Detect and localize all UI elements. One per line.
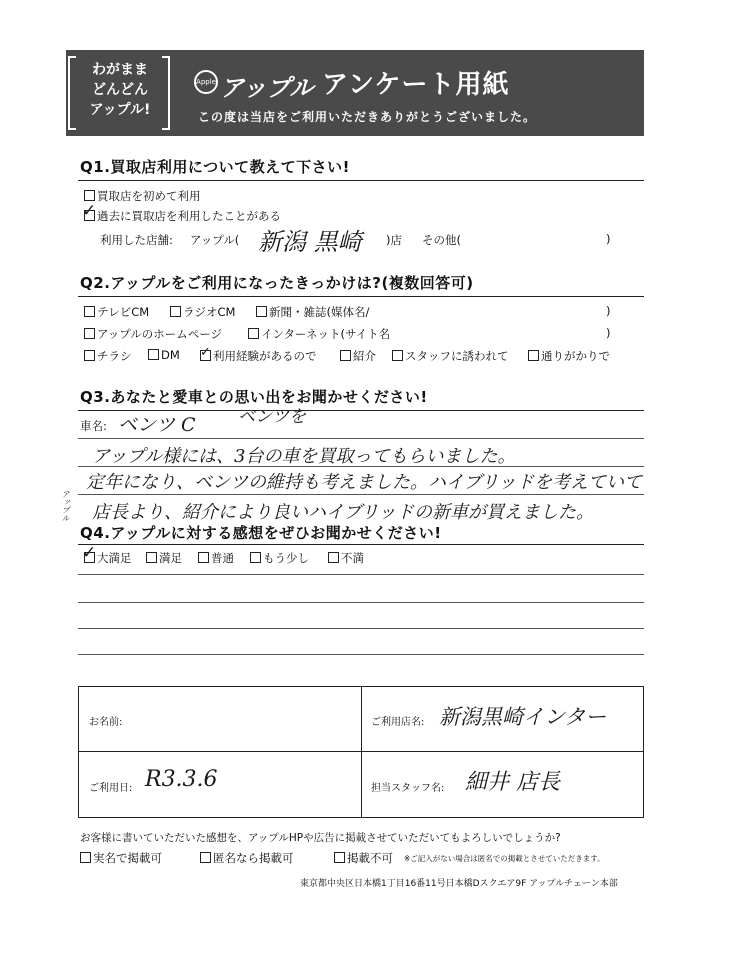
option-label: 利用経験があるので [213,349,317,363]
consent-option-anonymous[interactable] [200,850,294,866]
q2-option-radio[interactable] [170,304,235,320]
option-label: チラシ [97,349,132,363]
slogan [76,60,164,120]
q3-title: Q3.あなたと愛車との思い出をお聞かせください! [80,388,428,406]
q2-option-passing[interactable] [528,348,610,364]
checkbox[interactable] [148,349,159,360]
brand-logo: アップル [220,73,314,102]
page-title: アンケート用紙 [322,70,510,100]
contact-box [78,686,644,818]
q2-option-tv[interactable] [84,304,149,320]
staff-label: 担当スタッフ名: [371,783,445,794]
q4-line [78,602,644,603]
q2-net-close: ) [606,326,611,340]
checkbox[interactable] [334,852,345,863]
q3-answer-line-2[interactable]: 定年になり、ベンツの維持も考えました。ハイブリッドを考えていて [86,472,643,493]
q2-rule [78,296,644,297]
checkbox[interactable] [170,306,181,317]
store-label: ご利用店名: [371,717,425,728]
option-label: テレビCM [97,305,150,319]
q3-answer-line-3[interactable]: 店長より、紹介により良いハイブリッドの新車が買えました。 [92,502,595,523]
q4-option-normal[interactable] [198,550,234,566]
consent-question: お客様に書いていただいた感想を、アップルHPや広告に掲載させていただいてもよろしいでしょうか? [80,832,561,844]
option-label: 買取店を初めて利用 [97,189,201,203]
checkbox[interactable] [200,852,211,863]
q2-option-experience[interactable] [200,345,317,364]
option-label: インターネット(サイト名 [261,327,391,341]
date-label: ご利用日: [89,783,133,794]
q1-title: Q1.買取店利用について教えて下さい! [80,158,350,176]
option-label: 実名で掲載可 [93,851,162,865]
option-label: DM [161,348,180,362]
q4-line [78,574,644,575]
option-label: 不満 [341,551,364,565]
q4-line [78,628,644,629]
store-name-handwritten[interactable]: 新潟黒崎インター [439,705,607,729]
checkbox[interactable] [84,350,95,361]
q1-other-close: ) [606,232,611,246]
q4-option-satisfied[interactable] [146,550,182,566]
q1-other: その他( [422,233,461,247]
consent-note: ※ご記入がない場合は匿名での掲載とさせていただきます。 [404,854,605,863]
header-banner [66,50,644,136]
consent-option-real-name[interactable] [80,850,162,866]
q4-line [78,654,644,655]
q4-option-dissatisfied[interactable] [328,550,364,566]
checkbox[interactable] [250,552,261,563]
option-label: 満足 [159,551,182,565]
apple-logo-icon: Apple [194,70,218,94]
q2-option-intro[interactable] [340,348,376,364]
slogan-line: アップル! [89,102,151,118]
check-mark-icon: ✓ [82,543,97,563]
option-label: アップルのホームページ [97,327,223,341]
checkbox[interactable] [248,328,259,339]
q3-line [78,494,644,495]
option-label: もう少し [263,551,309,565]
q3-car-handwritten[interactable]: ベンツ C [118,414,196,436]
contact-divider-vertical [361,687,362,817]
checkbox[interactable] [84,328,95,339]
q1-rule [78,180,644,181]
option-label: 紹介 [353,349,376,363]
q2-option-homepage[interactable] [84,326,222,342]
option-label: スタッフに誘われて [405,349,509,363]
q1-store-suffix: )店 [386,233,402,247]
option-label: ラジオCM [183,305,236,319]
option-label: 過去に買取店を利用したことがある [97,209,281,223]
contact-divider-horizontal [79,751,643,752]
checkbox[interactable] [198,552,209,563]
slogan-bracket-right [162,56,170,130]
q2-news-close: ) [606,304,611,318]
name-label: お名前: [89,717,123,728]
staff-name-handwritten[interactable]: 細井 店長 [465,770,560,795]
option-label: 通りがかりで [541,349,610,363]
checkbox[interactable] [80,852,91,863]
q3-car-label: 車名: [80,419,107,433]
checkbox[interactable] [328,552,339,563]
option-label: 普通 [211,551,234,565]
q4-option-more[interactable] [250,550,309,566]
slogan-line: わがまま [92,62,148,78]
option-label: 新聞・雑誌(媒体名/ [269,305,370,319]
q4-option-very-satisfied[interactable] [82,543,132,566]
q3-answer-line-1[interactable]: アップル様には、3台の車を買取ってもらいました。 [92,446,516,467]
q3-car-insert: ベンツを [238,407,306,427]
q1-store-handwritten[interactable]: 新潟 黒崎 [258,228,362,256]
q4-rule [78,544,644,545]
checkbox[interactable] [392,350,403,361]
footer-address: 東京都中央区日本橋1丁目16番11号日本橋Dスクエア9F アップルチェーン本部 [300,879,618,889]
slogan-bracket-left [68,56,76,130]
q2-option-internet[interactable] [248,326,390,342]
q2-option-staff[interactable] [392,348,509,364]
checkbox-checked[interactable] [82,201,97,221]
slogan-line: どんどん [92,82,148,98]
q2-title: Q2.アップルをご利用になったきっかけは?(複数回答可) [80,274,474,292]
consent-option-not-allowed[interactable] [334,850,393,866]
checkbox[interactable] [84,306,95,317]
page-subtitle: この度は当店をご利用いただきありがとうございました。 [198,110,537,124]
checkbox[interactable] [84,190,95,201]
checkbox[interactable] [256,306,267,317]
q3-margin-note: アップル [61,490,70,522]
checkbox-checked[interactable] [200,345,211,361]
check-mark-icon: ✓ [200,345,211,360]
check-mark-icon: ✓ [82,201,97,221]
checkbox[interactable] [528,350,539,361]
q3-line [78,466,644,467]
q1-store-brand: アップル( [190,233,240,247]
q1-option-first[interactable] [84,188,201,204]
q2-option-flyer[interactable] [84,348,132,364]
q4-title: Q4.アップルに対する感想をぜひお聞かせください! [80,524,442,542]
option-label: 掲載不可 [347,851,393,865]
q2-option-dm[interactable] [148,348,180,362]
checkbox[interactable] [146,552,157,563]
date-handwritten[interactable]: R3.3.6 [145,767,218,792]
checkbox[interactable] [340,350,351,361]
checkbox-checked[interactable] [82,543,97,563]
q2-option-news[interactable] [256,304,369,320]
q1-option-past[interactable] [82,201,281,224]
q3-line [78,438,644,439]
option-label: 匿名なら掲載可 [213,851,294,865]
q1-store-prefix: 利用した店舗: [100,233,173,247]
option-label: 大満足 [97,551,132,565]
